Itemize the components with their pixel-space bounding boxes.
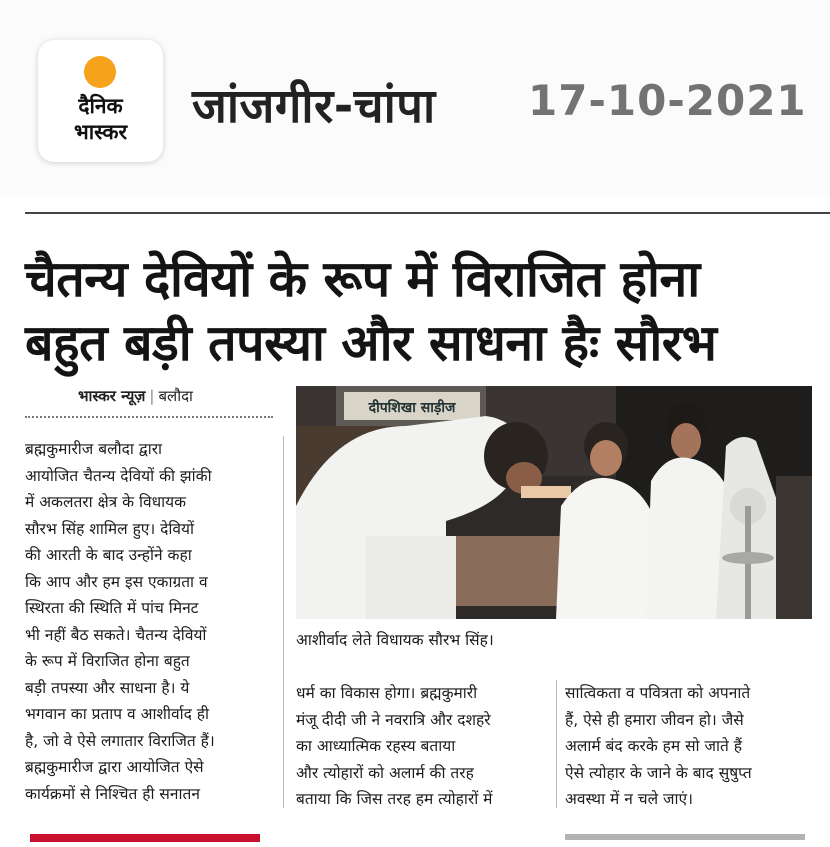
sun-icon [84, 56, 116, 88]
column-1-line: ब्रह्मकुमारीज द्वारा आयोजित ऐसे [25, 758, 204, 776]
column-1-line: स्थिरता की स्थिति में पांच मिनट [25, 599, 199, 617]
column-2-line: और त्योहारों को अलार्म की तरह [296, 763, 474, 782]
byline [78, 386, 193, 406]
news-photo-illustration [296, 386, 812, 619]
column-1-line: कार्यक्रमों से निश्चित ही सनातन [25, 784, 200, 803]
column-1-line: सौरभ सिंह शामिल हुए। देवियों [25, 519, 195, 538]
news-photo [296, 386, 812, 619]
masthead [0, 0, 830, 195]
logo-text-dainik: दैनिक [78, 94, 123, 118]
column-3-line: हैं, ऐसे ही हमारा जीवन हो। जैसे [565, 710, 744, 729]
headline-line-2: बहुत बड़ी तपस्या और साधना हैः सौरभ [25, 314, 717, 372]
edition-city: जांजगीर-चांपा [192, 79, 436, 134]
photo-banner-text: दीपशिखा साड़ीज [368, 400, 456, 416]
column-divider-2 [556, 680, 557, 808]
column-2-line: का आध्यात्मिक रहस्य बताया [296, 737, 456, 755]
column-1-line: आयोजित चैतन्य देवियों की झांकी [25, 466, 212, 485]
column-1-line: की आरती के बाद उन्होंने कहा [25, 546, 192, 564]
article-column-2 [296, 680, 548, 813]
column-3-line: ऐसे त्योहार के जाने के बाद सुषुप्त [565, 763, 752, 782]
headline-line-1: चैतन्य देवियों के रूप में विराजित होना [25, 250, 700, 308]
column-2-line: मंजू दीदी जी ने नवरात्रि और दशहरे [296, 710, 491, 729]
column-3-line: अवस्था में न चले जाएं। [565, 790, 693, 808]
column-1-line: कि आप और हम इस एकाग्रता व [25, 572, 208, 591]
article-column-1 [25, 436, 273, 807]
column-3-line: अलार्म बंद करके हम सो जाते हैं [565, 737, 742, 755]
logo-text-bhaskar: भास्कर [73, 120, 128, 144]
dainik-bhaskar-logo[interactable] [38, 40, 163, 162]
next-article-red-strip [30, 834, 260, 842]
column-1-line: ब्रह्मकुमारीज बलौदा द्वारा [25, 440, 163, 458]
column-1-line: बड़ी तपस्या और साधना है। ये [25, 678, 190, 697]
byline-separator: | [149, 387, 155, 405]
column-2-line: धर्म का विकास होगा। ब्रह्मकुमारी [296, 684, 478, 702]
column-1-line: भी नहीं बैठ सकते। चैतन्य देवियों [25, 625, 207, 644]
photo-caption: आशीर्वाद लेते विधायक सौरभ सिंह। [296, 631, 494, 649]
next-article-grey-fragment [565, 834, 805, 840]
column-1-line: भगवान का प्रताप व आशीर्वाद ही [25, 705, 210, 723]
column-1-line: के रूप में विराजित होना बहुत [25, 652, 190, 670]
byline-dotted-rule [25, 416, 273, 418]
column-2-line: बताया कि जिस तरह हम त्योहारों में [296, 790, 493, 808]
column-3-line: सात्विकता व पवित्रता को अपनाते [565, 684, 751, 702]
byline-place: बलौदा [158, 387, 193, 405]
article-column-3 [565, 680, 815, 813]
column-1-line: में अकलतरा क्षेत्र के विधायक [25, 493, 187, 511]
edition-date: 17-10-2021 [528, 76, 807, 125]
header-divider [25, 212, 830, 214]
column-1-line: है, जो वे ऐसे लगातार विराजित हैं। [25, 731, 215, 750]
column-divider-1 [283, 436, 284, 808]
byline-source: भास्कर न्यूज़ [78, 387, 146, 405]
